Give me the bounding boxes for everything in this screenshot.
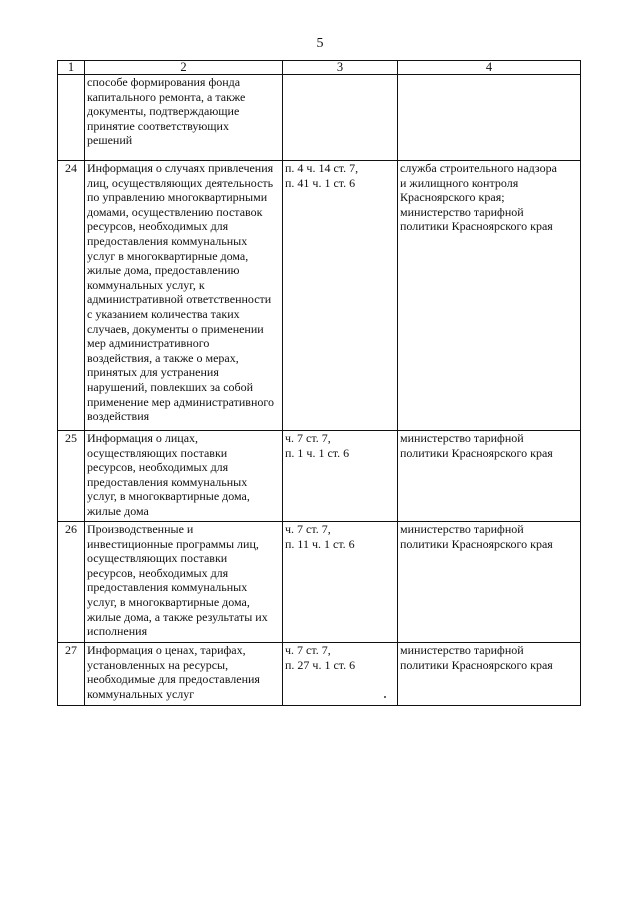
responsible-body [398, 75, 581, 161]
row-number [58, 75, 85, 161]
scan-speck [384, 696, 386, 698]
legal-reference: ч. 7 ст. 7, п. 11 ч. 1 ст. 6 [283, 522, 398, 643]
row-number: 26 [58, 522, 85, 643]
info-description: Производственные и инвестиционные программы лиц, осуществляющих поставки ресурсов, необходимых для предоставления коммунальных услуг, в многоквартирные дома, жилые дома, а также результаты их исполнения [85, 522, 283, 643]
column-header-1: 1 [58, 61, 85, 75]
responsible-body: министерство тарифной политики Красноярского края [398, 431, 581, 522]
table-row [58, 161, 581, 431]
column-header-4: 4 [398, 61, 581, 75]
info-description: способе формирования фонда капитального ремонта, а также документы, подтверждающие принятие соответствующих решений [85, 75, 283, 161]
responsible-body: министерство тарифной политики Красноярского края [398, 522, 581, 643]
info-description: Информация о случаях привлечения лиц, осуществляющих деятельность по управлению многоквартирными домами, осуществлению поставок ресурсов, необходимых для предоставления коммунальных услуг в многоквартирные дома, жилые дома, предоставлению коммунальных услуг, к административной ответственности с указанием количества таких случаев, документы о применении мер административного воздействия, а также о мерах, принятых для устранения нарушений, повлекших за собой применение мер административного воздействия [85, 161, 283, 431]
table-row [58, 643, 581, 706]
table-header-row [58, 61, 581, 75]
row-number: 25 [58, 431, 85, 522]
row-number: 27 [58, 643, 85, 706]
info-description: Информация о ценах, тарифах, установленных на ресурсы, необходимые для предоставления коммунальных услуг [85, 643, 283, 706]
responsible-body: служба строительного надзора и жилищного контроля Красноярского края; министерство тарифной политики Красноярского края [398, 161, 581, 431]
row-number: 24 [58, 161, 85, 431]
table-row [58, 522, 581, 643]
legal-reference: ч. 7 ст. 7, п. 27 ч. 1 ст. 6 [283, 643, 398, 706]
page-number: 5 [316, 36, 324, 51]
column-header-2: 2 [85, 61, 283, 75]
info-description: Информация о лицах, осуществляющих поставки ресурсов, необходимых для предоставления коммунальных услуг, в многоквартирные дома, жилые дома [85, 431, 283, 522]
legal-reference: ч. 7 ст. 7, п. 1 ч. 1 ст. 6 [283, 431, 398, 522]
column-header-3: 3 [283, 61, 398, 75]
table-row [58, 75, 581, 161]
table-row [58, 431, 581, 522]
legal-reference: п. 4 ч. 14 ст. 7, п. 41 ч. 1 ст. 6 [283, 161, 398, 431]
info-table [57, 60, 581, 706]
legal-reference [283, 75, 398, 161]
responsible-body: министерство тарифной политики Красноярского края [398, 643, 581, 706]
